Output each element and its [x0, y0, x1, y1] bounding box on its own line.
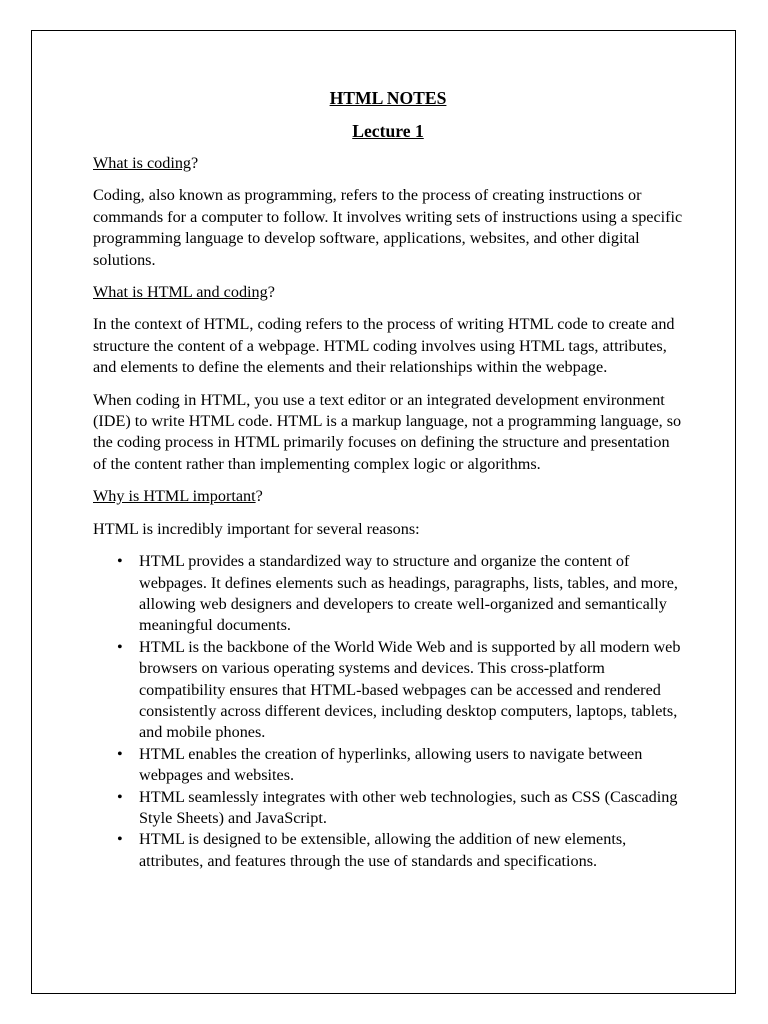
- bullet-icon: •: [117, 787, 123, 806]
- section-heading-why-is-html-important: Why is HTML important?: [93, 487, 263, 506]
- paragraph: When coding in HTML, you use a text editor or an integrated development environment (IDE) to write HTML code. HTML is a markup language, not a programming language, so the coding process in HTML primarily focuses on defining the structure and presentation of the content rather than implementing complex logic or algorithms.: [93, 390, 682, 473]
- paragraph: HTML is incredibly important for several reasons:: [93, 519, 420, 538]
- list-item: • HTML provides a standardized way to structure and organize the content of webpages. It defines elements such as headings, paragraphs, lists, tables, and more, allowing web designers and developers to create well-organized and semantically meaningful documents.: [117, 552, 678, 635]
- paragraph: In the context of HTML, coding refers to the process of writing HTML code to create and structure the content of a webpage. HTML coding involves using HTML tags, attributes, and elements to define the elements and their relationships within the webpage.: [93, 315, 675, 377]
- list-item: • HTML is the backbone of the World Wide Web and is supported by all modern web browsers on various operating systems and devices. This cross-platform compatibility ensures that HTML-based webpages can be accessed and rendered consistently across different devices, including desktop computers, laptops, tablets, and mobile phones.: [117, 637, 681, 742]
- bullet-icon: •: [117, 637, 123, 656]
- bullet-icon: •: [117, 744, 123, 763]
- list-item: • HTML seamlessly integrates with other web technologies, such as CSS (Cascading Style Sheets) and JavaScript.: [117, 787, 678, 827]
- section-heading-what-is-html-and-coding: What is HTML and coding?: [93, 283, 275, 302]
- paragraph: Coding, also known as programming, refers to the process of creating instructions or commands for a computer to follow. It involves writing sets of instructions using a specific programming language to develop software, applications, websites, and other digital solutions.: [93, 186, 683, 269]
- reasons-list: [93, 551, 683, 872]
- bullet-icon: •: [117, 830, 123, 849]
- lecture-subtitle: Lecture 1: [352, 121, 424, 141]
- document-title: HTML NOTES: [329, 88, 447, 108]
- section-heading-what-is-coding: What is coding?: [93, 154, 199, 172]
- list-item: • HTML is designed to be extensible, allowing the addition of new elements, attributes, and features through the use of standards and specifications.: [117, 830, 627, 870]
- bullet-icon: •: [117, 552, 123, 571]
- document-body: [93, 87, 683, 872]
- list-item: • HTML enables the creation of hyperlinks, allowing users to navigate between webpages and websites.: [117, 744, 643, 785]
